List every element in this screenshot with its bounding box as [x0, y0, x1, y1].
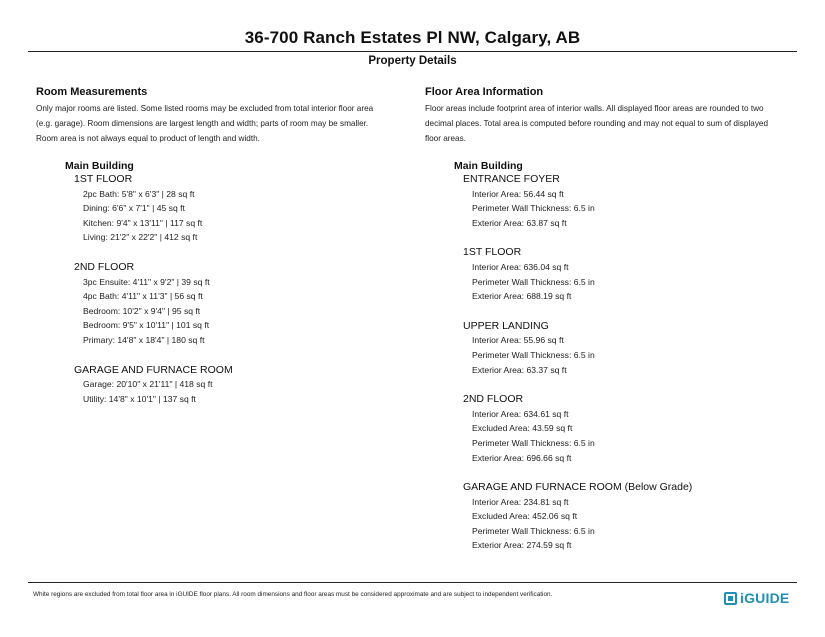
- room-item: Utility: 14'8" x 10'1" | 137 sq ft: [83, 393, 196, 404]
- area-item: Interior Area: 636.04 sq ft: [472, 261, 569, 272]
- page-subtitle: Property Details: [368, 55, 457, 67]
- building-heading: Main Building: [65, 160, 134, 172]
- room-item: Garage: 20'10" x 21'11" | 418 sq ft: [83, 379, 213, 390]
- area-item: Perimeter Wall Thickness: 6.5 in: [472, 525, 595, 536]
- spacer: [425, 304, 797, 319]
- floor-area-title: Floor Area Information: [425, 86, 544, 98]
- description-line: Floor areas include footprint area of interior walls. All displayed floor areas are rounded to two: [425, 104, 764, 113]
- description-line: Only major rooms are listed. Some listed rooms may be excluded from total interior floor area: [36, 104, 374, 113]
- area-group: [425, 392, 797, 465]
- area-item: Perimeter Wall Thickness: 6.5 in: [472, 349, 595, 360]
- group-heading: 2ND FLOOR: [74, 260, 135, 273]
- area-item: Perimeter Wall Thickness: 6.5 in: [472, 203, 595, 214]
- spacer: [425, 377, 797, 392]
- area-item: Perimeter Wall Thickness: 6.5 in: [472, 437, 595, 448]
- spacer: [425, 230, 797, 245]
- area-group: [425, 172, 797, 230]
- page-title: 36-700 Ranch Estates Pl NW, Calgary, AB: [244, 28, 581, 47]
- group-heading: ENTRANCE FOYER: [463, 173, 560, 185]
- area-item: Perimeter Wall Thickness: 6.5 in: [472, 276, 595, 287]
- area-item: Exterior Area: 63.87 sq ft: [472, 217, 567, 228]
- area-item: Excluded Area: 43.59 sq ft: [472, 423, 573, 434]
- area-item: Interior Area: 56.44 sq ft: [472, 188, 564, 199]
- room-item: Primary: 14'8" x 18'4" | 180 sq ft: [83, 334, 205, 345]
- floor-area-section: [425, 86, 797, 553]
- room-measurements-description: [36, 101, 408, 146]
- room-item: Dining: 6'6" x 7'1" | 45 sq ft: [83, 203, 185, 214]
- area-item: Exterior Area: 274.59 sq ft: [472, 540, 572, 551]
- room-measurements-section: [36, 86, 408, 406]
- area-item: Excluded Area: 452.06 sq ft: [472, 511, 578, 522]
- group-heading: 1ST FLOOR: [74, 173, 133, 185]
- area-item: Exterior Area: 688.19 sq ft: [472, 291, 572, 302]
- floor-area-description: [425, 101, 797, 146]
- iguide-logo: [724, 589, 789, 607]
- building-heading: Main Building: [454, 160, 523, 172]
- iguide-logo-icon: [724, 592, 737, 605]
- room-item: Kitchen: 9'4" x 13'11" | 117 sq ft: [83, 217, 203, 228]
- group-heading: 2ND FLOOR: [463, 393, 524, 406]
- area-item: Interior Area: 55.96 sq ft: [472, 335, 564, 346]
- area-item: Exterior Area: 696.66 sq ft: [472, 452, 572, 463]
- room-group: [36, 363, 408, 407]
- description-line: Room area is not always equal to product of length and width.: [36, 134, 260, 143]
- room-item: 3pc Ensuite: 4'11" x 9'2" | 39 sq ft: [83, 276, 210, 287]
- area-item: Interior Area: 234.81 sq ft: [472, 496, 569, 507]
- spacer: [36, 245, 408, 260]
- footer-divider: [28, 582, 797, 583]
- group-heading: 1ST FLOOR: [463, 246, 522, 259]
- room-measurements-title: Room Measurements: [36, 86, 148, 98]
- room-item: 2pc Bath: 5'8" x 6'3" | 28 sq ft: [83, 188, 195, 199]
- area-item: Interior Area: 634.61 sq ft: [472, 408, 569, 419]
- room-item: Bedroom: 10'2" x 9'4" | 95 sq ft: [83, 305, 201, 316]
- spacer: [36, 348, 408, 363]
- title-divider: [28, 51, 797, 52]
- description-line: (e.g. garage). Room dimensions are largest length and width; parts of room may be smaller.: [36, 119, 369, 128]
- iguide-logo-text: iGUIDE: [740, 590, 790, 606]
- area-group: [425, 319, 797, 377]
- group-heading: UPPER LANDING: [463, 319, 549, 332]
- group-heading: GARAGE AND FURNACE ROOM: [74, 363, 233, 376]
- room-group: [36, 260, 408, 348]
- room-item: Living: 21'2" x 22'2" | 412 sq ft: [83, 232, 198, 243]
- room-group: [36, 172, 408, 245]
- room-item: Bedroom: 9'5" x 10'11" | 101 sq ft: [83, 320, 210, 331]
- spacer: [425, 465, 797, 480]
- area-group: [425, 245, 797, 303]
- description-line: floor areas.: [425, 134, 466, 143]
- area-item: Exterior Area: 63.37 sq ft: [472, 364, 567, 375]
- footer-note: White regions are excluded from total floor area in iGUIDE floor plans. All room dimensions and floor areas must be considered approximate and are subject to independent verification.: [33, 591, 553, 598]
- room-item: 4pc Bath: 4'11" x 11'3" | 56 sq ft: [83, 291, 203, 302]
- group-heading: GARAGE AND FURNACE ROOM (Below Grade): [463, 481, 693, 494]
- area-group: [425, 480, 797, 553]
- description-line: decimal places. Total area is computed before rounding and may not equal to sum of displayed: [425, 119, 769, 128]
